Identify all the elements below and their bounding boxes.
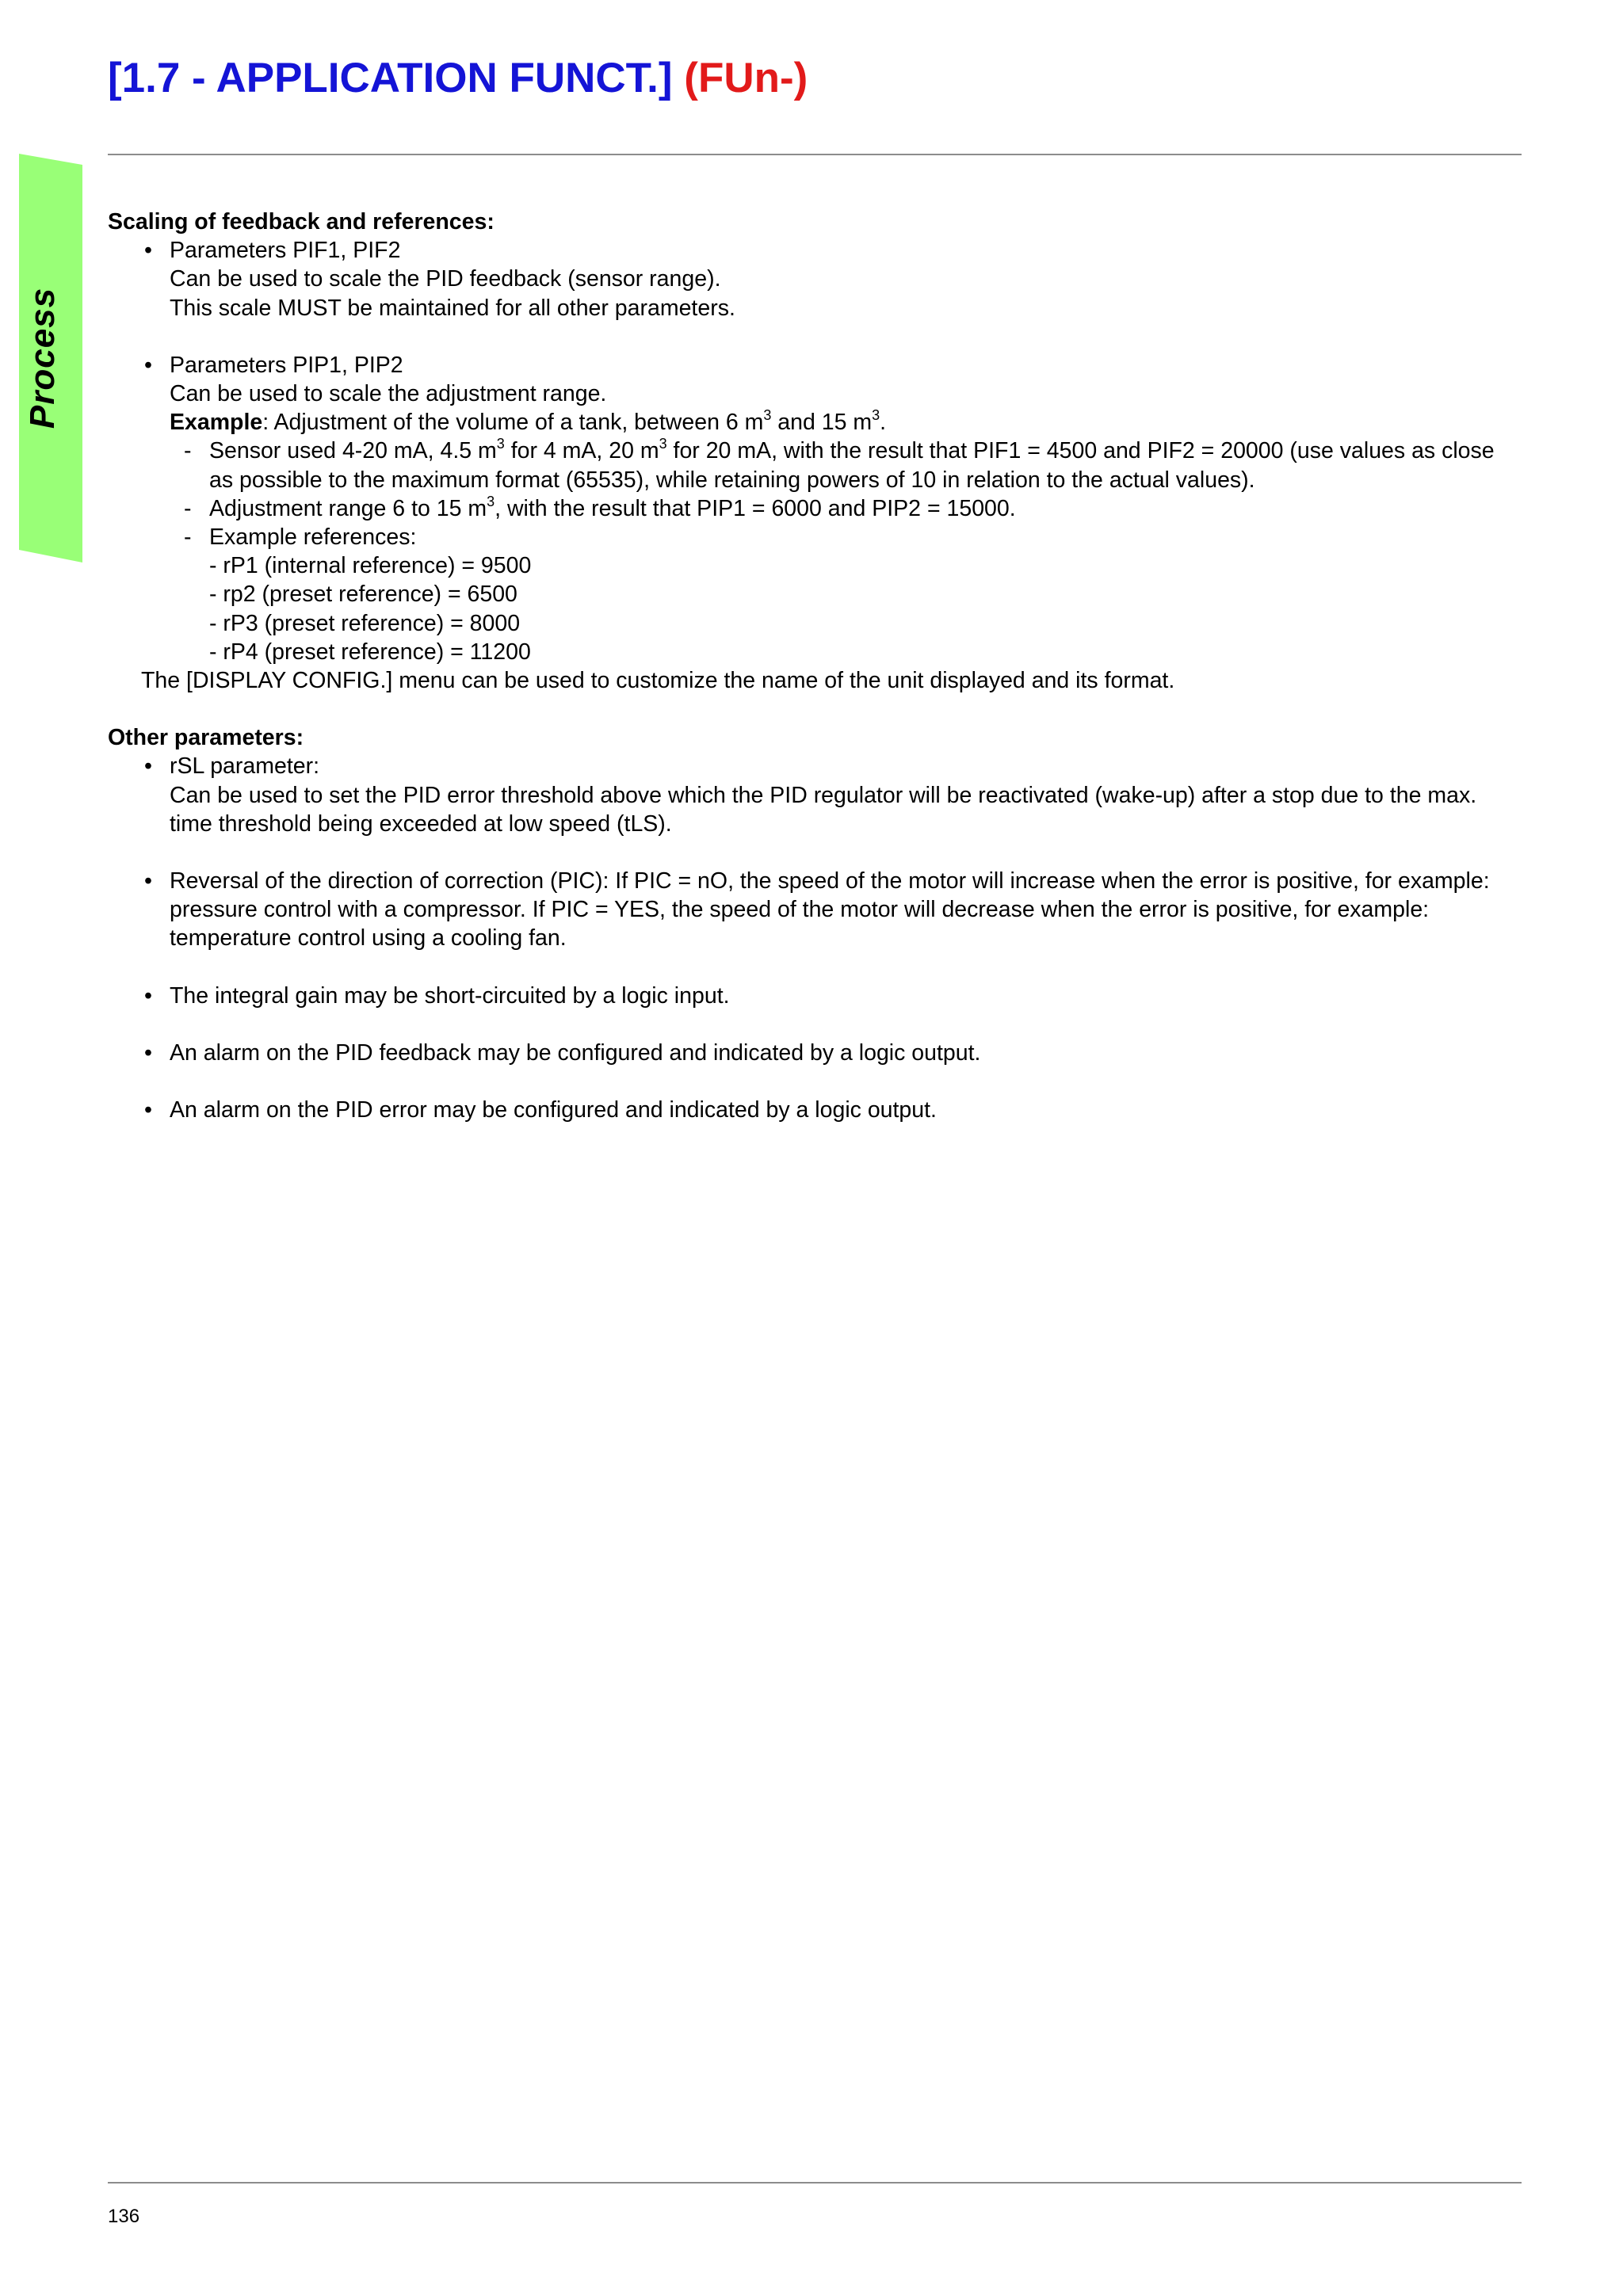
bullet-marker: •: [144, 1039, 152, 1066]
item-text: Can be used to scale the adjustment range.: [170, 381, 607, 407]
header-divider: [108, 154, 1522, 155]
spacer: [108, 953, 1522, 982]
dash-item-sensor: - Sensor used 4-20 mA, 4.5 $m^3$ for 4 mA, 20 $m^3$ for 20 mA, with the result that PIF1 = 4500 and PIF2 = 20000 (use values as close as possible to the maximum format (65535), while retaining powers of 10 in relation to the actual values).: [184, 436, 1495, 493]
list-item-reversal: [108, 867, 1522, 953]
spacer: [108, 1010, 1522, 1039]
main-content: [108, 208, 1522, 1124]
reference-line: - rP3 (preset reference) = 8000: [209, 610, 521, 636]
dash-marker: -: [184, 524, 192, 551]
superscript: 3: [659, 436, 667, 452]
superscript: 3: [872, 407, 880, 424]
list-item-alarm-feedback: [108, 1039, 1522, 1067]
spacer: [108, 695, 1522, 723]
example-line: Example: Adjustment of the volume of a tank, between 6 $m^3$ and 15 $m^3$.: [170, 407, 887, 436]
superscript: 3: [496, 436, 505, 452]
title-main: [1.7 - APPLICATION FUNCT.]: [108, 55, 673, 101]
list-item-rsl: [108, 752, 1522, 838]
spacer: [108, 838, 1522, 867]
title-code: (FUn-): [684, 55, 808, 101]
footer-divider: [108, 2182, 1522, 2183]
section-heading-scaling: Scaling of feedback and references:: [108, 209, 495, 235]
item-text: An alarm on the PID error may be configured and indicated by a logic output.: [170, 1097, 937, 1123]
spacer: [108, 1067, 1522, 1096]
page-title: [108, 54, 808, 102]
list-item-integral: [108, 982, 1522, 1010]
section-heading-other: Other parameters:: [108, 725, 304, 751]
list-item-pif: [108, 236, 1522, 322]
reference-line: - rP4 (preset reference) = 11200: [209, 639, 531, 665]
item-text: The integral gain may be short-circuited by a logic input.: [170, 982, 730, 1009]
bullet-marker: •: [144, 753, 152, 780]
side-tab-label: Process: [23, 287, 62, 429]
item-title: rSL parameter:: [170, 753, 320, 780]
item-text: Reversal of the direction of correction (PIC): If PIC = nO, the speed of the motor will increase when the error is positive, for example: pressure control with a compressor. If PIC = YES, the speed of the motor will decrease when the error is positive, for example: temperature control using a cooling fan.: [170, 868, 1490, 952]
reference-line: - rP1 (internal reference) = 9500: [209, 553, 532, 579]
superscript: 3: [487, 493, 495, 509]
bullet-marker: •: [144, 352, 152, 378]
dash-marker: -: [184, 438, 192, 464]
example-label: Example: [170, 410, 263, 436]
item-text: Can be used to scale the PID feedback (sensor range).: [170, 266, 721, 292]
spacer: [108, 322, 1522, 351]
superscript: 3: [763, 407, 772, 424]
bullet-marker: •: [144, 982, 152, 1009]
reference-line: - rp2 (preset reference) = 6500: [209, 582, 517, 608]
item-text: An alarm on the PID feedback may be configured and indicated by a logic output.: [170, 1039, 981, 1066]
dash-item-references: - Example references:: [108, 523, 1522, 551]
dash-marker: -: [184, 495, 192, 521]
item-text: Can be used to set the PID error threshold above which the PID regulator will be reactivated (wake-up) after a stop due to the max. time threshold being exceeded at low speed (tLS).: [170, 782, 1477, 837]
page-number: 136: [108, 2206, 140, 2227]
bullet-marker: •: [144, 868, 152, 894]
item-title: Parameters PIP1, PIP2: [170, 352, 403, 378]
item-text: This scale MUST be maintained for all other parameters.: [170, 295, 735, 321]
bullet-marker: •: [144, 1097, 152, 1123]
display-config-note: The [DISPLAY CONFIG.] menu can be used to customize the name of the unit displayed and its format.: [141, 668, 1175, 694]
bullet-marker: •: [144, 238, 152, 264]
list-item-pip: [108, 351, 1522, 437]
list-item-alarm-error: [108, 1096, 1522, 1124]
item-title: Parameters PIF1, PIF2: [170, 238, 401, 264]
dash-item-adjustment: - Adjustment range 6 to 15 $m^3$, with the result that PIP1 = 6000 and PIP2 = 15000.: [108, 494, 1522, 523]
